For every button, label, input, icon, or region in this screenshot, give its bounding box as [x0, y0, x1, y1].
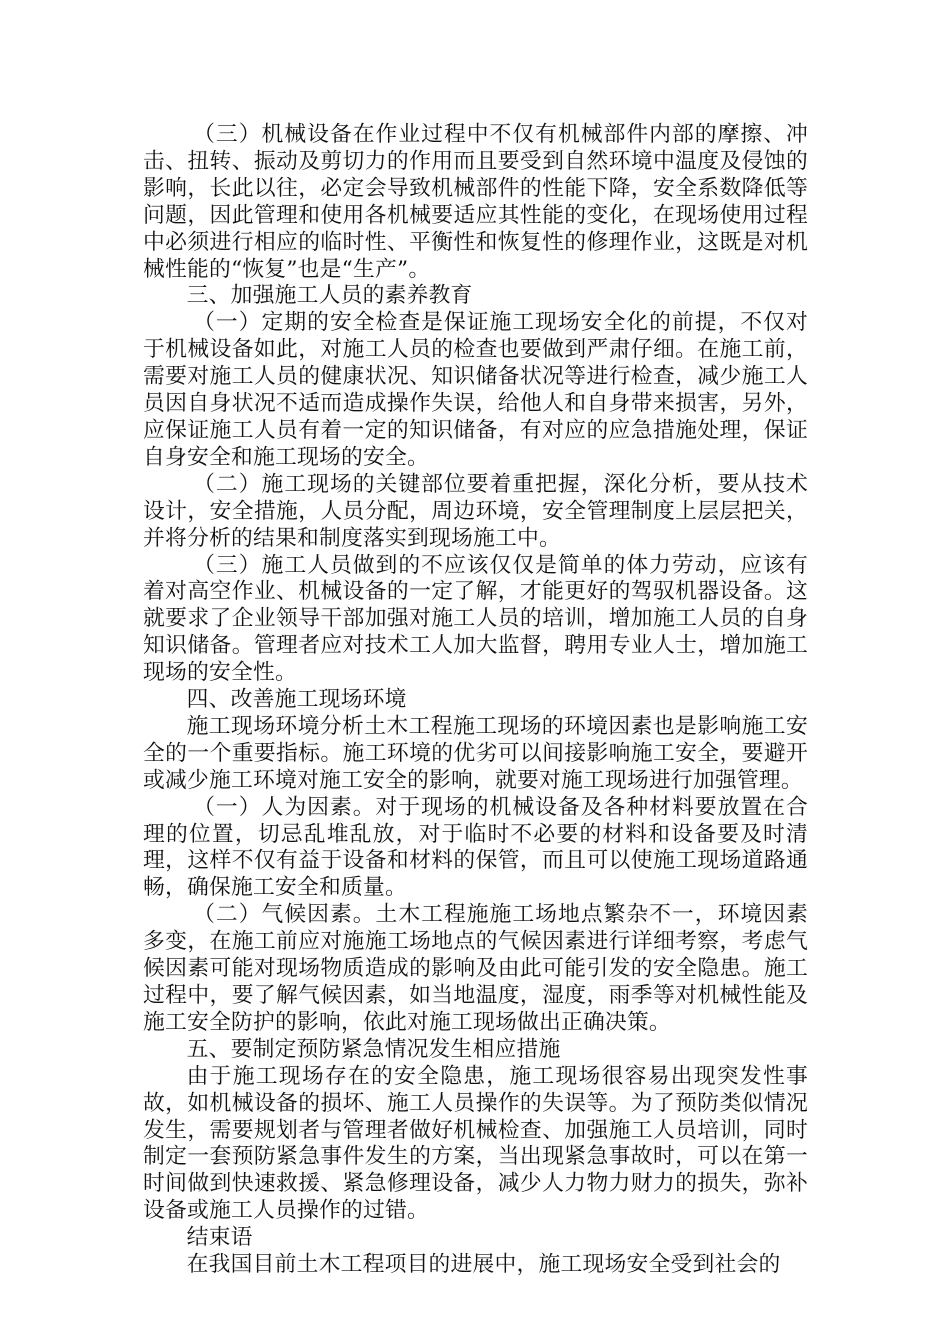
paragraph-conclusion: 在我国目前土木工程项目的进展中，施工现场安全受到社会的: [186, 1252, 781, 1278]
paragraph-machinery-3: （三）机械设备在作业过程中不仅有机械部件内部的摩擦、冲击、扭转、振动及剪切力的作用而且要受到自然环境中温度及侵蚀的影响，长此以往，必定会导致机械部件的性能下降，安全系数降低等问题，因此管理和使用各机械要适应其性能的变化，在现场使用过程中必须进行相应的临时性、平衡性和恢复性的修理作业，这既是对机械性能的“恢复”也是“生产”。: [143, 122, 808, 282]
section-heading-4: 四、改善施工现场环境: [186, 687, 407, 713]
paragraph-environment-intro: 施工现场环境分析土木工程施工现场的环境因素也是影响施工安全的一个重要指标。施工环境的优劣可以间接影响施工安全，要避开或减少施工环境对施工安全的影响，就要对施工现场进行加强管理。: [143, 713, 808, 793]
section-heading-5: 五、要制定预防紧急情况发生相应措施: [186, 1036, 561, 1062]
section-heading-conclusion: 结束语: [186, 1225, 253, 1251]
paragraph-environment-1: （一）人为因素。对于现场的机械设备及各种材料要放置在合理的位置，切忌乱堆乱放，对于临时不必要的材料和设备要及时清理，这样不仅有益于设备和材料的保管，而且可以使施工现场道路通畅，确保施工安全和质量。: [143, 794, 808, 901]
paragraph-environment-2: （二）气候因素。土木工程施施工场地点繁杂不一，环境因素多变，在施工前应对施施工场地点的气候因素进行详细考察，考虑气候因素可能对现场物质造成的影响及由此可能引发的安全隐患。施工过程中，要了解气候因素，如当地温度，湿度，雨季等对机械性能及施工安全防护的影响，依此对施工现场做出正确决策。: [143, 902, 808, 1035]
document-body: [143, 122, 808, 1279]
section-heading-3: 三、加强施工人员的素养教育: [186, 283, 473, 309]
paragraph-personnel-3: （三）施工人员做到的不应该仅仅是简单的体力劳动，应该有着对高空作业、机械设备的一定了解，才能更好的驾驭机器设备。这就要求了企业领导干部加强对施工人员的培训，增加施工人员的自身知识储备。管理者应对技术工人加大监督，聘用专业人士，增加施工现场的安全性。: [143, 552, 808, 686]
paragraph-personnel-2: （二）施工现场的关键部位要着重把握，深化分析，要从技术设计，安全措施，人员分配，周边环境，安全管理制度上层层把关，并将分析的结果和制度落实到现场施工中。: [143, 471, 808, 551]
paragraph-personnel-1: （一）定期的安全检查是保证施工现场安全化的前提，不仅对于机械设备如此，对施工人员的检查也要做到严肃仔细。在施工前，需要对施工人员的健康状况、知识储备状况等进行检查，减少施工人员因自身状况不适而造成操作失误，给他人和自身带来损害，另外，应保证施工人员有着一定的知识储备，有对应的应急措施处理，保证自身安全和施工现场的安全。: [143, 310, 808, 470]
paragraph-emergency: 由于施工现场存在的安全隐患，施工现场很容易出现突发性事故，如机械设备的损坏、施工人员操作的失误等。为了预防类似情况发生，需要规划者与管理者做好机械检查、加强施工人员培训，同时制定一套预防紧急事件发生的方案，当出现紧急事故时，可以在第一时间做到快速救援、紧急修理设备，减少人力物力财力的损失，弥补设备或施工人员操作的过错。: [143, 1063, 808, 1224]
